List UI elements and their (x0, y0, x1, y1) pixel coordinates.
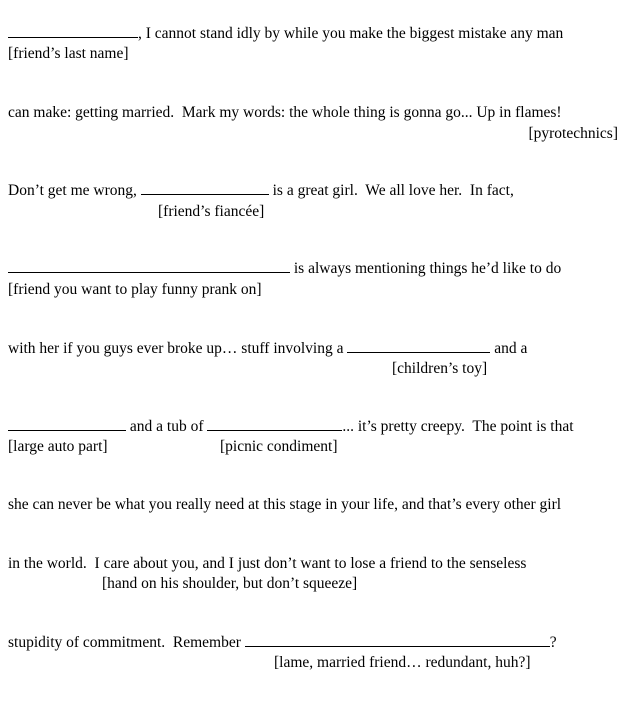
line-4 (8, 260, 561, 278)
blank-prank-friend[interactable] (8, 260, 290, 273)
blank-friend-fiancee[interactable] (141, 182, 269, 195)
line-7-text: she can never be what you really need at this stage in your life, and that’s every other girl (8, 496, 562, 513)
line-3-before: Don’t get me wrong, (8, 182, 141, 199)
line-8-text: in the world. I care about you, and I just don’t want to lose a friend to the senseless (8, 555, 527, 572)
hint-hand-on-shoulder: [hand on his shoulder, but don’t squeeze] (102, 575, 358, 592)
blank-childrens-toy[interactable] (347, 340, 490, 353)
blank-married-friend[interactable] (245, 634, 550, 647)
line-6-mid: and a tub of (126, 418, 208, 435)
line-2-text: can make: getting married. Mark my words: the whole thing is gonna go... Up in flames! (8, 104, 562, 121)
line-1-text: , I cannot stand idly by while you make the biggest mistake any man (138, 25, 564, 42)
line-9-before: stupidity of commitment. Remember (8, 634, 245, 651)
hint-picnic-condiment: [picnic condiment] (220, 438, 338, 455)
line-5-after: and a (490, 340, 528, 357)
hint-pyrotechnics: [pyrotechnics] (528, 125, 618, 142)
hint-friend-last-name: [friend’s last name] (8, 45, 129, 62)
line-9 (8, 634, 557, 652)
line-3-after: is a great girl. We all love her. In fact, (268, 182, 514, 199)
line-6-after: ... it’s pretty creepy. The point is that (342, 418, 574, 435)
hint-friend-fiancee: [friend’s fiancée] (158, 203, 265, 220)
blank-picnic-condiment[interactable] (207, 418, 342, 431)
hint-prank-friend: [friend you want to play funny prank on] (8, 281, 262, 298)
line-5-before: with her if you guys ever broke up… stuff involving a (8, 340, 348, 357)
line-1 (8, 25, 563, 43)
line-4-text: is always mentioning things he’d like to do (290, 260, 562, 277)
line-6 (8, 418, 574, 436)
blank-large-auto-part[interactable] (8, 418, 126, 431)
hint-childrens-toy: [children’s toy] (392, 360, 488, 377)
hint-large-auto-part: [large auto part] (8, 438, 108, 455)
blank-friend-last-name[interactable] (8, 25, 138, 38)
hint-married-friend: [lame, married friend… redundant, huh?] (274, 654, 531, 671)
line-9-after: ? (549, 634, 557, 651)
line-5 (8, 340, 527, 358)
line-3 (8, 182, 514, 200)
